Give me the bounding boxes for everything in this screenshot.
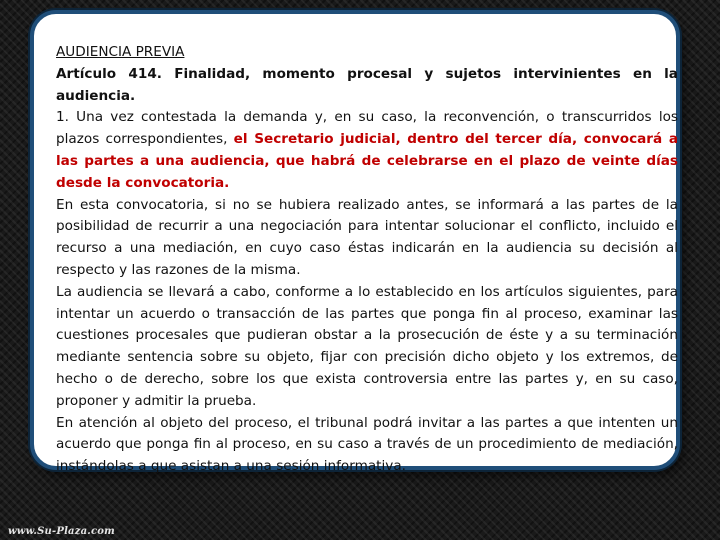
document-text (56, 42, 678, 478)
paragraph-1 (56, 107, 678, 194)
site-watermark: www.Su-Plaza.com (8, 526, 115, 537)
paragraph-1-highlight: el Secretario judicial, dentro del tercer día, convocará a las partes a una audiencia, que habrá de celebrarse en el plazo de veinte días desde la convocatoria. (56, 131, 678, 191)
paragraph-2: En esta convocatoria, si no se hubiera realizado antes, se informará a las partes de la posibilidad de recurrir a una negociación para intentar solucionar el conflicto, incluido el recurso a una mediación, en cuyo caso éstas indicarán en la audiencia su decisión al respecto y las razones de la misma. (56, 196, 678, 278)
document-heading: AUDIENCIA PREVIA (56, 44, 185, 60)
paragraph-1-text: 1. Una vez contestada la demanda y, en su caso, la reconvención, o transcurridos los plazos correspondientes, (56, 109, 678, 148)
article-subheading: Artículo 414. Finalidad, momento procesal y sujetos intervinientes en la audiencia. (56, 65, 678, 104)
paragraph-3: La audiencia se llevará a cabo, conforme a lo establecido en los artículos siguientes, para intentar un acuerdo o transacción de las partes que ponga fin al proceso, examinar las cuestiones procesales que pudieran obstar a la prosecución de éste y a su terminación mediante sentencia sobre su objeto, fijar con precisión dicho objeto y los extremos, de hecho o de derecho, sobre los que exista controversia entre las partes y, en su caso, proponer y admitir la prueba. (56, 283, 678, 409)
paragraph-4: En atención al objeto del proceso, el tribunal podrá invitar a las partes a que intenten un acuerdo que ponga fin al proceso, en su caso a través de un procedimiento de mediación, instándolas a que asistan a una sesión informativa. (56, 414, 678, 475)
